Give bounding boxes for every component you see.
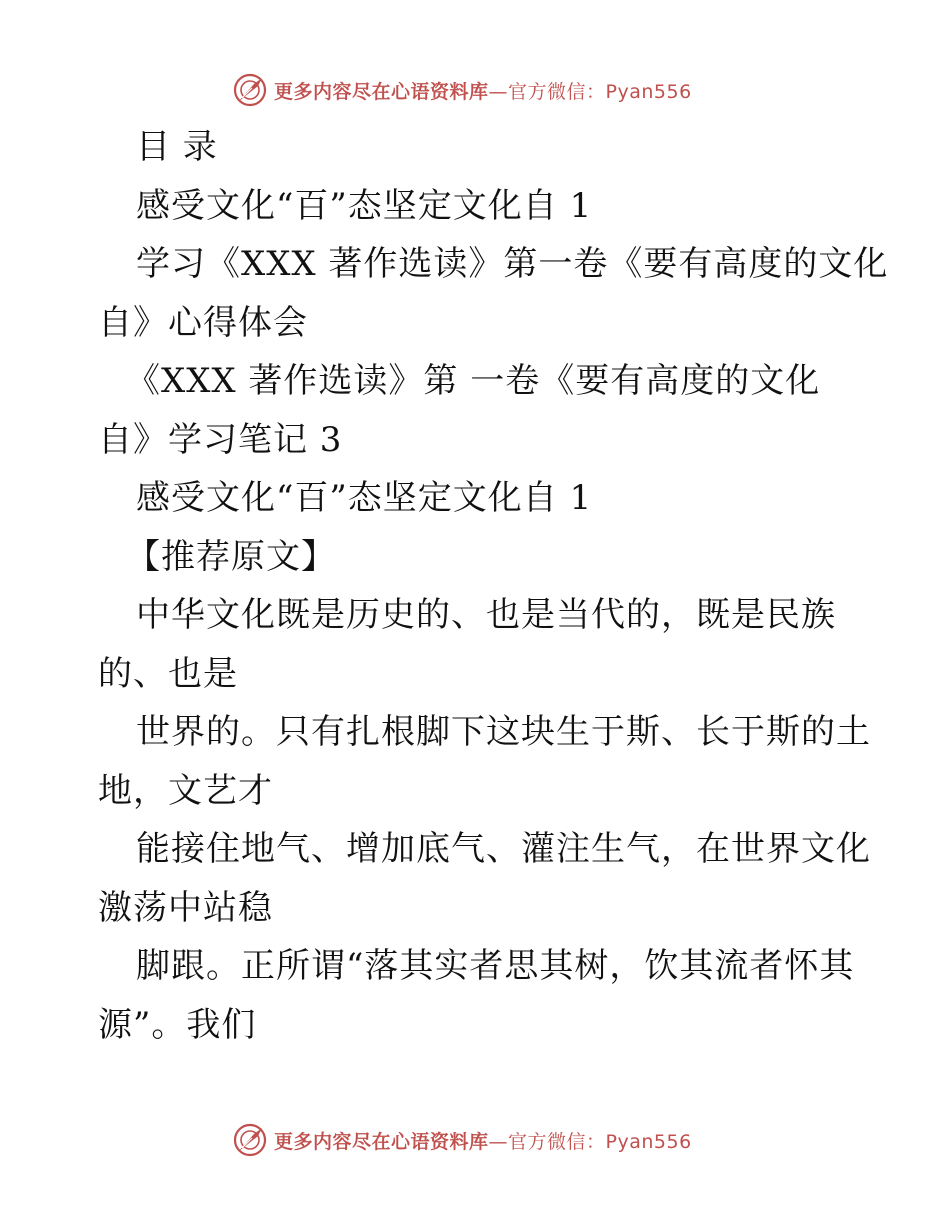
toc-heading: 目 录 xyxy=(136,127,218,167)
watermark-header xyxy=(232,70,752,110)
toc-entry-2: 学习《XXX 著作选读》第一卷《要有高度的文化 xyxy=(136,244,889,284)
body-line: 地，文艺才 xyxy=(98,770,273,811)
toc-entry-3-cont: 自》学习笔记 3 xyxy=(98,419,343,460)
watermark-separator: — xyxy=(488,1130,509,1153)
body-line: 能接住地气、增加底气、灌注生气，在世界文化 xyxy=(136,829,871,869)
body-line: 脚跟。正所谓“落其实者思其树，饮其流者怀其 xyxy=(136,946,855,986)
toc-entry-2-cont: 自》心得体会 xyxy=(98,302,308,343)
watermark-brand: 更多内容尽在心语资料库 xyxy=(274,1130,489,1153)
toc-entry-3: 《XXX 著作选读》第 一卷《要有高度的文化 xyxy=(126,361,821,401)
body-line: 中华文化既是历史的、也是当代的，既是民族 xyxy=(136,595,836,635)
watermark-separator: — xyxy=(488,80,509,103)
body-line: 世界的。只有扎根脚下这块生于斯、长于斯的土 xyxy=(136,712,871,752)
section-title: 感受文化“百”态坚定文化自 1 xyxy=(136,478,593,518)
watermark-footer xyxy=(232,1120,752,1160)
watermark-brand: 更多内容尽在心语资料库 xyxy=(274,80,489,103)
section-subtitle: 【推荐原文】 xyxy=(126,536,336,577)
body-line: 源”。我们 xyxy=(98,1004,257,1045)
toc-entry-1: 感受文化“百”态坚定文化自 1 xyxy=(136,185,593,226)
quill-logo-icon xyxy=(232,1122,268,1158)
watermark-official: 官方微信： xyxy=(508,80,606,103)
body-line: 的、也是 xyxy=(98,653,238,694)
body-line: 激荡中站稳 xyxy=(98,887,273,928)
watermark-account: Pyan556 xyxy=(605,80,692,103)
watermark-account: Pyan556 xyxy=(605,1130,692,1153)
document-body xyxy=(98,118,889,1054)
quill-logo-icon xyxy=(232,72,268,108)
watermark-official: 官方微信： xyxy=(508,1130,606,1153)
